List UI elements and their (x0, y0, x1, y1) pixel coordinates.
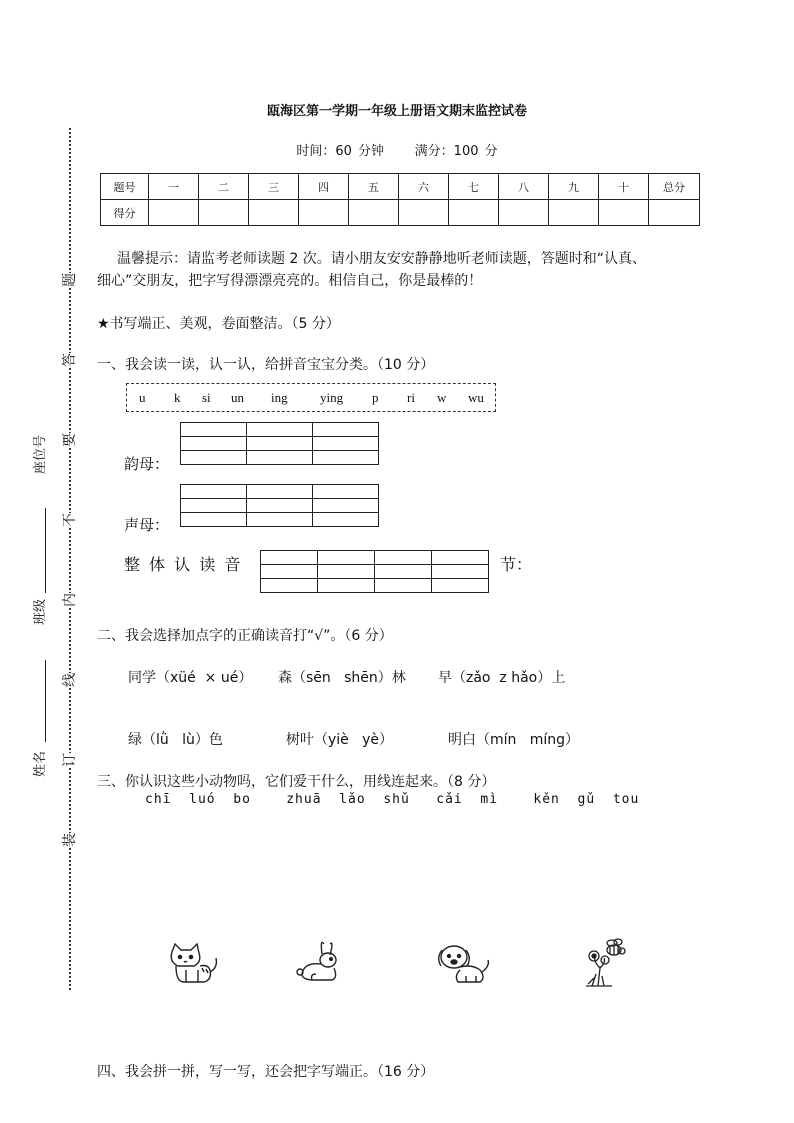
rabbit-icon[interactable] (294, 940, 350, 984)
score-cell[interactable] (149, 200, 199, 226)
pinyin-item: ying (320, 390, 344, 405)
yunmu-answer-grid[interactable] (180, 422, 379, 465)
class-field-line[interactable] (45, 508, 46, 593)
tip-line-2: 细心”交朋友，把字写得漂漂亮亮的。相信自己，你是最棒的！ (97, 273, 483, 289)
score-table-score-row (101, 200, 700, 226)
bee-icon[interactable] (582, 938, 632, 988)
table-header-cell: 六 (399, 174, 449, 200)
table-header-cell: 五 (349, 174, 399, 200)
zhengti-answer-grid[interactable] (260, 550, 489, 593)
seat-number-label: 座位号 (33, 434, 48, 474)
score-cell[interactable] (199, 200, 249, 226)
table-row-label: 题号 (101, 174, 149, 200)
pinyin-item: si (202, 390, 211, 405)
score-cell[interactable] (349, 200, 399, 226)
score-cell[interactable] (599, 200, 649, 226)
table-header-cell: 一 (149, 174, 199, 200)
score-cell[interactable] (399, 200, 449, 226)
pinyin-item: ing (271, 390, 288, 405)
table-header-cell: 八 (499, 174, 549, 200)
notice-char-8: 装 (59, 833, 79, 847)
pinyin-item: un (231, 390, 244, 405)
table-header-cell: 三 (249, 174, 299, 200)
jie-label: 节： (500, 555, 533, 574)
score-cell[interactable] (249, 200, 299, 226)
activity-pinyin-line: chī luó bo zhuā lǎo shǔ cǎi mì kěn gǔ tou (145, 792, 640, 807)
score-table-header-row (101, 174, 700, 200)
dog-icon[interactable] (436, 940, 494, 984)
section3-heading: 三、你认识这些小动物吗，它们爱干什么，用线连起来。（8 分） (97, 774, 496, 790)
pinyin-box (126, 383, 496, 412)
pinyin-item: ri (407, 390, 415, 405)
score-cell[interactable] (499, 200, 549, 226)
notice-char-5: 内 (59, 593, 79, 607)
pinyin-item: u (139, 390, 146, 405)
shengmu-label: 声母： (124, 516, 170, 534)
table-header-cell: 九 (549, 174, 599, 200)
class-label: 班级 (33, 598, 48, 625)
table-header-cell: 七 (449, 174, 499, 200)
table-header-cell: 二 (199, 174, 249, 200)
choice-item[interactable]: 绿（lǜ lù）色 (128, 732, 223, 748)
exam-subtitle: 时间：60 分钟 满分：100 分 (296, 144, 498, 159)
pinyin-item: p (372, 390, 379, 405)
score-cell[interactable] (449, 200, 499, 226)
binding-dotted-line (69, 128, 71, 990)
choice-item[interactable]: 树叶（yiè yè） (286, 732, 394, 748)
pinyin-item: wu (468, 390, 484, 405)
choice-item[interactable]: 森（sēn shēn）林 (278, 670, 406, 686)
choice-item[interactable]: 早（zǎo z hǎo）上 (438, 670, 566, 686)
exam-title: 瓯海区第一学期一年级上册语文期末监控试卷 (266, 104, 527, 119)
table-header-cell: 总分 (649, 174, 700, 200)
section2-heading: 二、我会选择加点字的正确读音打“√”。（6 分） (97, 628, 393, 644)
notice-char-3: 要 (59, 433, 79, 447)
notice-char-4: 不 (59, 513, 79, 527)
section1-heading: 一、我会读一读，认一认，给拼音宝宝分类。（10 分） (97, 357, 435, 373)
neat-writing-note: ★书写端正、美观，卷面整洁。（5 分） (97, 316, 340, 332)
notice-char-2: 答 (59, 353, 79, 367)
pinyin-item: w (437, 390, 447, 405)
name-field-line[interactable] (45, 660, 46, 742)
choice-item[interactable]: 明白（mín míng） (448, 732, 580, 748)
table-header-cell: 十 (599, 174, 649, 200)
notice-char-6: 线 (59, 673, 79, 687)
notice-char-7: 订 (59, 753, 79, 767)
tip-line-1: 温馨提示：请监考老师读题 2 次。请小朋友安安静静地听老师读题，答题时和“认真、 (117, 251, 647, 267)
shengmu-answer-grid[interactable] (180, 484, 379, 527)
name-label: 姓名 (33, 750, 48, 777)
score-cell[interactable] (649, 200, 700, 226)
zhengti-label: 整 体 认 读 音 (124, 555, 243, 574)
notice-char-1: 题 (59, 273, 79, 287)
score-table (100, 173, 700, 226)
yunmu-label: 韵母： (124, 455, 170, 473)
choice-item[interactable]: 同学（xüé × ué） (128, 670, 253, 686)
cat-icon[interactable] (166, 942, 220, 986)
section4-heading: 四、我会拼一拼，写一写，还会把字写端正。（16 分） (97, 1064, 435, 1080)
score-cell[interactable] (299, 200, 349, 226)
score-cell[interactable] (549, 200, 599, 226)
table-row-label: 得分 (101, 200, 149, 226)
pinyin-item: k (174, 390, 181, 405)
table-header-cell: 四 (299, 174, 349, 200)
